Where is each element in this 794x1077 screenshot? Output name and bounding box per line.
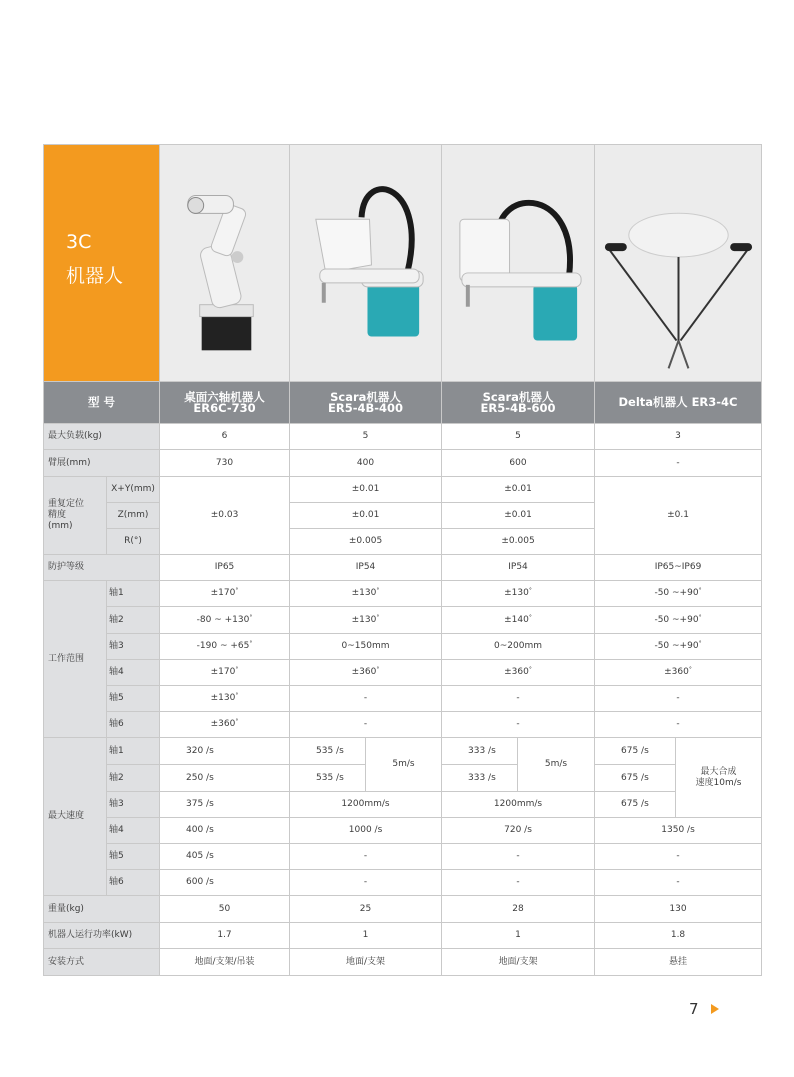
cell: 地面/支架 xyxy=(442,949,595,976)
value: -50 ~+90 xyxy=(654,641,699,651)
model-er6c xyxy=(160,382,290,424)
value: 320 /s xyxy=(186,745,214,756)
cell: 地面/支架/吊装 xyxy=(160,949,290,976)
value: -190 ~ +65 xyxy=(196,641,250,651)
cell: ±360° xyxy=(595,660,762,686)
cell: ±360° xyxy=(160,712,290,738)
robot-image-er5-600 xyxy=(442,145,595,382)
value: -50 ~+90 xyxy=(654,614,699,625)
image-row xyxy=(44,145,762,382)
cell: 悬挂 xyxy=(595,949,762,976)
cell: - xyxy=(595,844,762,870)
cell: 333 /s xyxy=(442,738,518,765)
value: 最大合成 xyxy=(700,766,737,777)
cell: 535 /s xyxy=(290,765,366,792)
payload-row xyxy=(44,424,762,450)
value: ±130 xyxy=(504,588,529,598)
spec-table xyxy=(43,144,762,976)
value: ±130 xyxy=(351,588,377,598)
cell: - xyxy=(290,686,442,712)
cell: IP54 xyxy=(442,555,595,581)
axis-label: 轴4 xyxy=(107,818,160,844)
range-row xyxy=(44,686,762,712)
page-number: 7 xyxy=(689,1000,699,1018)
cell: 1.8 xyxy=(595,923,762,949)
cell: 675 /s xyxy=(595,738,676,765)
axis-label: 轴6 xyxy=(107,712,160,738)
value: ±170 xyxy=(210,667,236,677)
cell: 1000 /s xyxy=(290,818,442,844)
cell: 1.7 xyxy=(160,923,290,949)
cell: 720 /s xyxy=(442,818,595,844)
axis-label: 轴2 xyxy=(107,607,160,634)
range-row xyxy=(44,581,762,607)
cell: ±130° xyxy=(160,686,290,712)
axis-label: 轴6 xyxy=(107,870,160,896)
cell: 130 xyxy=(595,896,762,923)
repeat-label xyxy=(44,477,107,555)
cell: 400 /s xyxy=(160,818,290,844)
cell: ±0.01 xyxy=(290,477,442,503)
value: -80 ~ +130 xyxy=(196,614,250,625)
cell: 50 xyxy=(160,896,290,923)
cell: 1350 /s xyxy=(595,818,762,844)
model-er5-400-code: ER5-4B-400 xyxy=(328,400,404,415)
cell: - xyxy=(595,712,762,738)
model-er5-600-code: ER5-4B-600 xyxy=(480,400,556,415)
cell: 地面/支架 xyxy=(290,949,442,976)
cell: ±0.005 xyxy=(442,529,595,555)
cell: ±130° xyxy=(442,581,595,607)
cell: - xyxy=(442,712,595,738)
reach-row xyxy=(44,450,762,477)
speed-row xyxy=(44,844,762,870)
cell: 1200mm/s xyxy=(442,792,595,818)
cell: 405 /s xyxy=(160,844,290,870)
cell: -50 ~+90° xyxy=(595,607,762,634)
cell: 675 /s xyxy=(595,792,676,818)
cell: 5 xyxy=(442,424,595,450)
cell: ±0.01 xyxy=(442,503,595,529)
value: ±170 xyxy=(210,588,236,598)
cell: 6 xyxy=(160,424,290,450)
cell: ±130° xyxy=(290,607,442,634)
brand-line1: 3C xyxy=(66,231,92,253)
axis-label: 轴5 xyxy=(107,844,160,870)
robot-image-er3-4c xyxy=(595,145,762,382)
value: 速度10m/s xyxy=(695,777,742,788)
cell: - xyxy=(290,870,442,896)
range-row xyxy=(44,634,762,660)
range-label: 工作范围 xyxy=(44,581,107,738)
payload-label: 最大负载(kg) xyxy=(44,424,160,450)
value: ±360 xyxy=(210,719,236,729)
header-row xyxy=(44,382,762,424)
page-arrow-icon xyxy=(711,1004,719,1014)
range-row xyxy=(44,607,762,634)
reach-label: 臂展(mm) xyxy=(44,450,160,477)
cell: ±360° xyxy=(442,660,595,686)
value: ±130 xyxy=(210,693,236,703)
cell: ±170° xyxy=(160,581,290,607)
robot-image-er5-400 xyxy=(290,145,442,382)
power-row xyxy=(44,923,762,949)
ip-row xyxy=(44,555,762,581)
ip-label: 防护等级 xyxy=(44,555,160,581)
six-axis-robot-picture xyxy=(160,145,289,381)
axis-label: 轴3 xyxy=(107,634,160,660)
repeat-label-l2: 精度 xyxy=(48,510,67,520)
model-label: 型 号 xyxy=(44,382,160,424)
cell xyxy=(160,738,290,765)
cell: 5m/s xyxy=(518,738,595,792)
cell: 25 xyxy=(290,896,442,923)
cell: 400 xyxy=(290,450,442,477)
cell: 3 xyxy=(595,424,762,450)
cell: IP54 xyxy=(290,555,442,581)
cell: - xyxy=(442,870,595,896)
cell xyxy=(676,738,762,818)
speed-row xyxy=(44,792,762,818)
cell: 250 /s xyxy=(160,765,290,792)
cell: ±0.01 xyxy=(442,477,595,503)
repeat-z-label: Z(mm) xyxy=(107,503,160,529)
cell: - xyxy=(290,712,442,738)
speed-row xyxy=(44,818,762,844)
axis-label: 轴3 xyxy=(107,792,160,818)
speed-row xyxy=(44,870,762,896)
cell: 675 /s xyxy=(595,765,676,792)
cell: 5 xyxy=(290,424,442,450)
speed-row xyxy=(44,738,762,765)
axis-label: 轴4 xyxy=(107,660,160,686)
cell: 333 /s xyxy=(442,765,518,792)
cell: -50 ~+90° xyxy=(595,581,762,607)
range-row xyxy=(44,712,762,738)
weight-label: 重量(kg) xyxy=(44,896,160,923)
scara-robot-picture-400 xyxy=(290,145,441,381)
value: ±130 xyxy=(351,614,377,625)
cell: -80 ~ +130° xyxy=(160,607,290,634)
axis-label: 轴1 xyxy=(107,738,160,765)
cell: 5m/s xyxy=(366,738,442,792)
cell: ±130° xyxy=(290,581,442,607)
repeat-label-l1: 重复定位 xyxy=(48,499,85,509)
cell: 1 xyxy=(290,923,442,949)
cell: -190 ~ +65° xyxy=(160,634,290,660)
range-row xyxy=(44,660,762,686)
cell: ±0.03 xyxy=(160,477,290,555)
model-er5-600 xyxy=(442,382,595,424)
cell: - xyxy=(442,686,595,712)
mount-label: 安装方式 xyxy=(44,949,160,976)
cell: 0~200mm xyxy=(442,634,595,660)
cell: ±0.01 xyxy=(290,503,442,529)
repeat-r-label: R(°) xyxy=(107,529,160,555)
robot-image-er6c xyxy=(160,145,290,382)
axis-label: 轴2 xyxy=(107,765,160,792)
weight-row xyxy=(44,896,762,923)
brand-line2: 机器人 xyxy=(66,265,124,287)
cell: - xyxy=(595,450,762,477)
cell: IP65 xyxy=(160,555,290,581)
cell: 730 xyxy=(160,450,290,477)
value: ±360 xyxy=(664,667,689,677)
speed-label: 最大速度 xyxy=(44,738,107,896)
cell: 600 /s xyxy=(160,870,290,896)
axis-label: 轴1 xyxy=(107,581,160,607)
cell: - xyxy=(595,870,762,896)
value: ±140 xyxy=(504,614,529,625)
cell: - xyxy=(290,844,442,870)
value: ±360 xyxy=(351,667,377,677)
cell: - xyxy=(442,844,595,870)
cell: ±140° xyxy=(442,607,595,634)
cell: 28 xyxy=(442,896,595,923)
mount-row xyxy=(44,949,762,976)
cell: - xyxy=(595,686,762,712)
axis-label: 轴5 xyxy=(107,686,160,712)
model-er5-600-type: Scara机器人 xyxy=(482,389,554,404)
power-label: 机器人运行功率(kW) xyxy=(44,923,160,949)
model-er3-4c: Delta机器人 ER3-4C xyxy=(595,382,762,424)
model-er6c-type: 桌面六轴机器人 xyxy=(184,389,265,404)
repeat-row-xy xyxy=(44,477,762,503)
cell: -50 ~+90° xyxy=(595,634,762,660)
delta-robot-picture xyxy=(595,145,761,381)
cell: 600 xyxy=(442,450,595,477)
brand-block xyxy=(44,145,160,382)
scara-robot-picture-600 xyxy=(442,145,594,381)
model-er5-400-type: Scara机器人 xyxy=(330,389,401,404)
repeat-xy-label: X+Y(mm) xyxy=(107,477,160,503)
model-er5-400 xyxy=(290,382,442,424)
value: -50 ~+90 xyxy=(654,588,699,598)
cell: ±360° xyxy=(290,660,442,686)
repeat-label-l3: (mm) xyxy=(48,521,73,531)
cell: IP65~IP69 xyxy=(595,555,762,581)
cell: 0~150mm xyxy=(290,634,442,660)
cell: 1 xyxy=(442,923,595,949)
cell: 1200mm/s xyxy=(290,792,442,818)
cell: 375 /s xyxy=(160,792,290,818)
value: ±360 xyxy=(504,667,529,677)
cell: ±0.1 xyxy=(595,477,762,555)
cell: ±170° xyxy=(160,660,290,686)
cell: ±0.005 xyxy=(290,529,442,555)
cell: 535 /s xyxy=(290,738,366,765)
model-er6c-code: ER6C-730 xyxy=(193,400,256,415)
